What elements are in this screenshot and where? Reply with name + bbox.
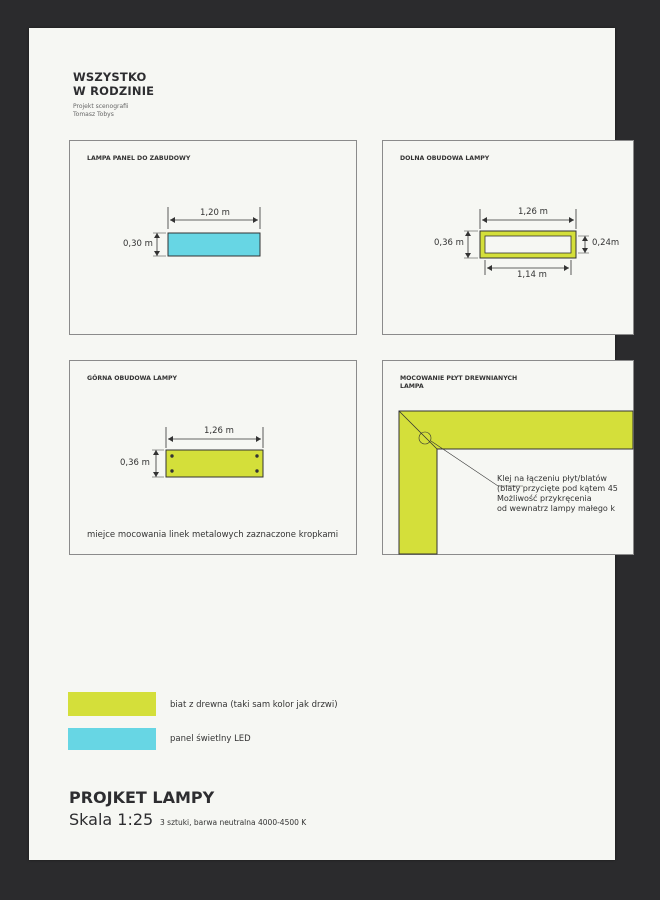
lower-housing-height-label: 0,36 m [434, 238, 464, 248]
panel-mounting [382, 360, 634, 555]
panel-mounting-title-line2: LAMPA [400, 383, 424, 390]
panel-upper-housing [69, 360, 357, 555]
lamp-panel-width-label: 1,20 m [200, 208, 230, 218]
drawing-note: 3 sztuki, barwa neutralna 4000-4500 K [160, 818, 307, 827]
lower-housing-width-label: 1,26 m [518, 207, 548, 217]
upper-housing-note: miejce mocowania linek metalowych zaznaczone kropkami [87, 530, 339, 540]
drawing-title: PROJKET LAMPY [69, 788, 215, 807]
lower-housing-inner [485, 236, 571, 253]
drawing-sheet [29, 28, 620, 860]
mounting-note-line4: od wewnatrz lampy małego k [497, 504, 615, 513]
panel-lamp-panel-title: LAMPA PANEL DO ZABUDOWY [87, 155, 191, 162]
project-subtitle-line1: Projekt scenografii [73, 103, 129, 110]
project-title-line2: W RODZINIE [73, 84, 155, 98]
legend-label-led: panel świetlny LED [170, 734, 251, 744]
drawing-scale: Skala 1:25 [69, 810, 154, 829]
mount-point [170, 454, 173, 457]
project-title [73, 70, 154, 98]
project-title-line1: WSZYSTKO [73, 70, 147, 84]
panel-mounting-title-line1: MOCOWANIE PŁYT DREWNIANYCH [400, 375, 518, 382]
mount-point [255, 454, 258, 457]
mounting-note [497, 474, 618, 514]
upper-housing-height-label: 0,36 m [120, 458, 150, 468]
panel-lower-housing [382, 140, 634, 335]
panel-upper-housing-title: GÓRNA OBUDOWA LAMPY [87, 375, 178, 382]
upper-housing-width-label: 1,26 m [204, 426, 234, 436]
led-panel-rect [168, 233, 260, 256]
mounting-note-line3: Możliwość przykręcenia [497, 494, 592, 503]
upper-housing-drawing [70, 361, 356, 554]
legend-label-wood: biat z drewna (taki sam kolor jak drzwi) [170, 700, 338, 710]
lamp-panel-height-label: 0,30 m [123, 239, 153, 249]
mounting-drawing [383, 361, 633, 554]
project-subtitle [73, 103, 129, 119]
legend-swatch-led [68, 728, 156, 750]
lower-housing-inner-width-label: 1,14 m [517, 270, 547, 280]
mount-point [170, 469, 173, 472]
mounting-note-line1: Klej na łączeniu płyt/blatów [497, 474, 607, 483]
mounting-note-line2: (blaty przycięte pod kątem 45 [497, 484, 618, 493]
legend-swatch-wood [68, 692, 156, 716]
lower-housing-inner-height-label: 0,24m [592, 238, 620, 248]
project-subtitle-line2: Tomasz Tobys [73, 111, 114, 118]
upper-housing-rect [166, 450, 263, 477]
panel-lamp-panel [69, 140, 357, 335]
mount-point [255, 469, 258, 472]
lamp-panel-drawing [70, 141, 356, 334]
panel-lower-housing-title: DOLNA OBUDOWA LAMPY [400, 155, 490, 162]
